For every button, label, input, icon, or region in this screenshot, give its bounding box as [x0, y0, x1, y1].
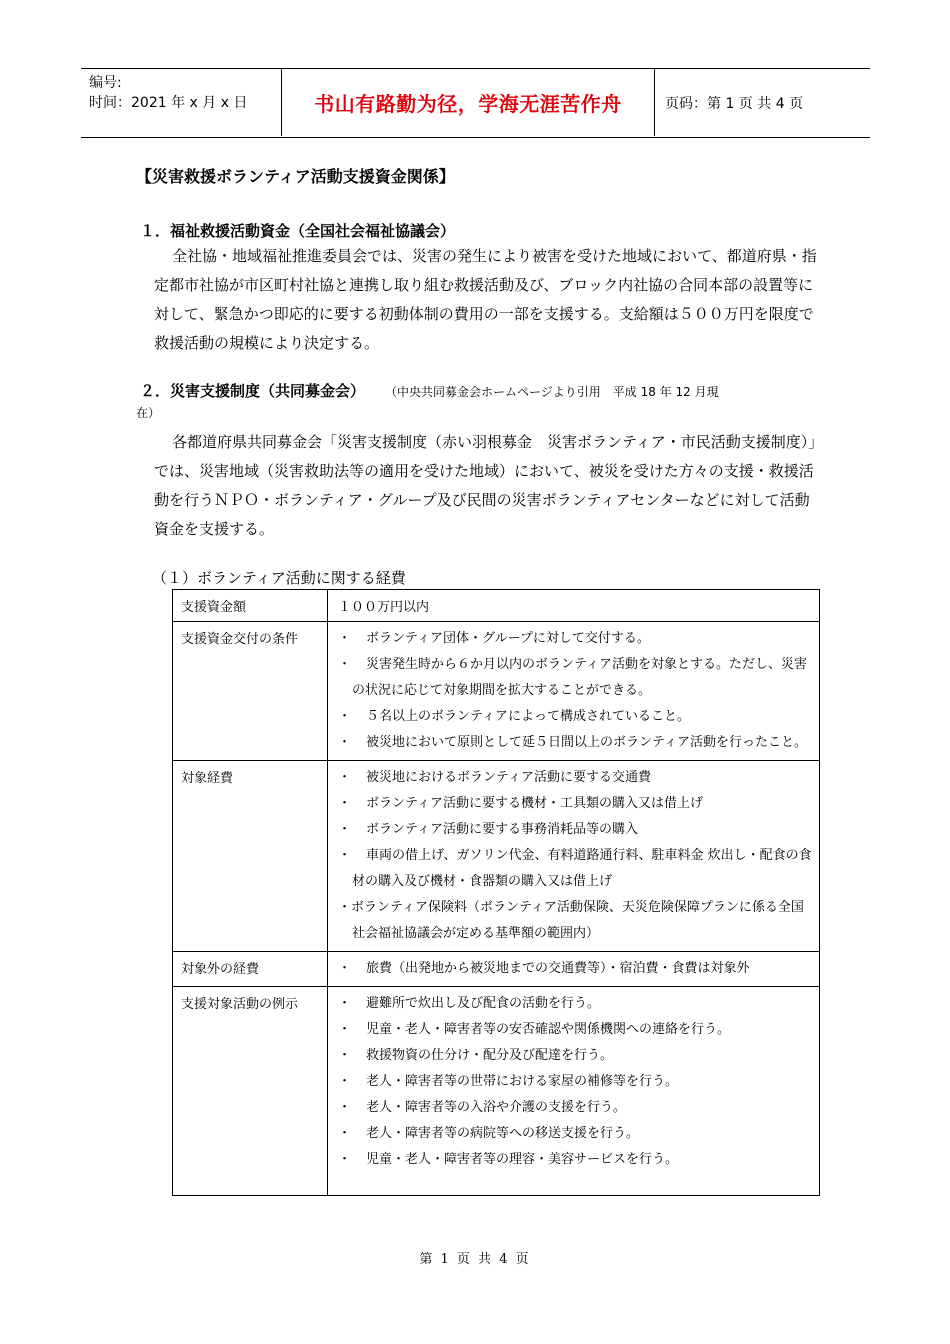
date-label: 时间：2021 年 x 月 x 日 — [89, 95, 248, 111]
list-item: ・ 児童・老人・障害者等の安否確認や関係機関への連絡を行う。 — [338, 1022, 731, 1037]
row-label: 支援対象活動の例示 — [173, 987, 328, 1196]
subsection-heading: （１）ボランティア活動に関する経費 — [152, 569, 406, 587]
row-value — [328, 987, 820, 1196]
document-title: 【災害救援ボランティア活動支援資金関係】 — [136, 167, 455, 186]
header-page-label: 页码：第 1 页 共 4 页 — [665, 96, 804, 112]
section2-paragraph: 各都道府県共同募金会「災害支援制度（赤い羽根募金 災害ボランティア・市民活動支援制度）」では、災害地域（災害救助法等の適用を受けた地域）において、被災を受けた方々の支援・救援活動を行うＮＰＯ・ボランティア・グループ及び民間の災害ボランティアセンターなどに対して活動資金を支援する。 — [154, 433, 816, 538]
header-meta — [81, 69, 281, 137]
table-row — [173, 761, 820, 952]
list-item: ・ 被災地におけるボランティア活動に要する交通費 — [338, 770, 651, 785]
header-slogan: 书山有路勤为径，学海无涯苦作舟 — [281, 69, 655, 136]
section2-note-cont: 在） — [136, 406, 161, 420]
table-row — [173, 590, 820, 622]
list-item: ・ボランティア保険料（ボランティア活動保険、天災危険保障プランに係る全国社会福祉協議会が定める基準額の範囲内） — [338, 900, 804, 941]
list-item: ・ ボランティア団体・グループに対して交付する。 — [338, 631, 650, 646]
list-item: ・ 災害発生時から６か月以内のボランティア活動を対象とする。ただし、災害の状況に応じて対象期間を拡大することができる。 — [338, 657, 807, 698]
table-row — [173, 987, 820, 1196]
row-label: 支援資金額 — [173, 590, 328, 622]
list-item: ・ 老人・障害者等の入浴や介護の支援を行う。 — [338, 1100, 627, 1115]
section1-paragraph: 全社協・地域福祉推進委員会では、災害の発生により被害を受けた地域において、都道府県・指定都市社協が市区町村社協と連携し取り組む救援活動及び、ブロック内社協の合同本部の設置等に対して、緊急かつ即応的に要する初動体制の費用の一部を支援する。支給額は５００万円を限度で救援活動の規模により決定する。 — [154, 247, 817, 352]
list-item: ・ 児童・老人・障害者等の理容・美容サービスを行う。 — [338, 1152, 679, 1167]
table-row — [173, 952, 820, 987]
list-item: ・ 避難所で炊出し及び配食の活動を行う。 — [338, 996, 601, 1011]
list-item: ・ ボランティア活動に要する事務消耗品等の購入 — [338, 822, 638, 837]
section2-note: （中央共同募金会ホームページより引用 平成 18 年 12 月現 — [391, 385, 719, 399]
number-label: 编号: — [89, 75, 122, 91]
row-label: 支援資金交付の条件 — [173, 622, 328, 761]
page-footer: 第 1 页 共 4 页 — [419, 1252, 531, 1267]
list-item: ・ ボランティア活動に要する機材・工具類の購入又は借上げ — [338, 796, 703, 811]
expense-table — [172, 589, 820, 1196]
list-item: ・ 老人・障害者等の病院等への移送支援を行う。 — [338, 1126, 640, 1141]
list-item: ・ ５名以上のボランティアによって構成されていること。 — [338, 709, 690, 724]
list-item: ・ 被災地において原則として延５日間以上のボランティア活動を行ったこと。 — [338, 735, 807, 750]
list-item: ・ 車両の借上げ、ガソリン代金、有料道路通行料、駐車料金 炊出し・配食の食材の購入及び機材・食器類の購入又は借上げ — [338, 848, 812, 889]
row-value — [328, 622, 820, 761]
section2-heading: ２．災害支援制度（共同募金会） — [140, 382, 366, 400]
row-value — [328, 952, 820, 987]
section1-heading: １．福祉救援活動資金（全国社会福祉協議会） — [140, 222, 456, 240]
list-item: ・ 老人・障害者等の世帯における家屋の補修等を行う。 — [338, 1074, 679, 1089]
amount-value: １００万円以内 — [338, 600, 430, 615]
list-item: ・ 救援物資の仕分け・配分及び配達を行う。 — [338, 1048, 614, 1063]
row-value — [328, 590, 820, 622]
row-value — [328, 761, 820, 952]
document-header — [81, 68, 870, 138]
section2-heading-line — [140, 380, 719, 401]
row-label: 対象経費 — [173, 761, 328, 952]
list-item: ・ 旅費（出発地から被災地までの交通費等）・宿泊費・食費は対象外 — [338, 961, 750, 976]
row-label: 対象外の経費 — [173, 952, 328, 987]
table-row — [173, 622, 820, 761]
